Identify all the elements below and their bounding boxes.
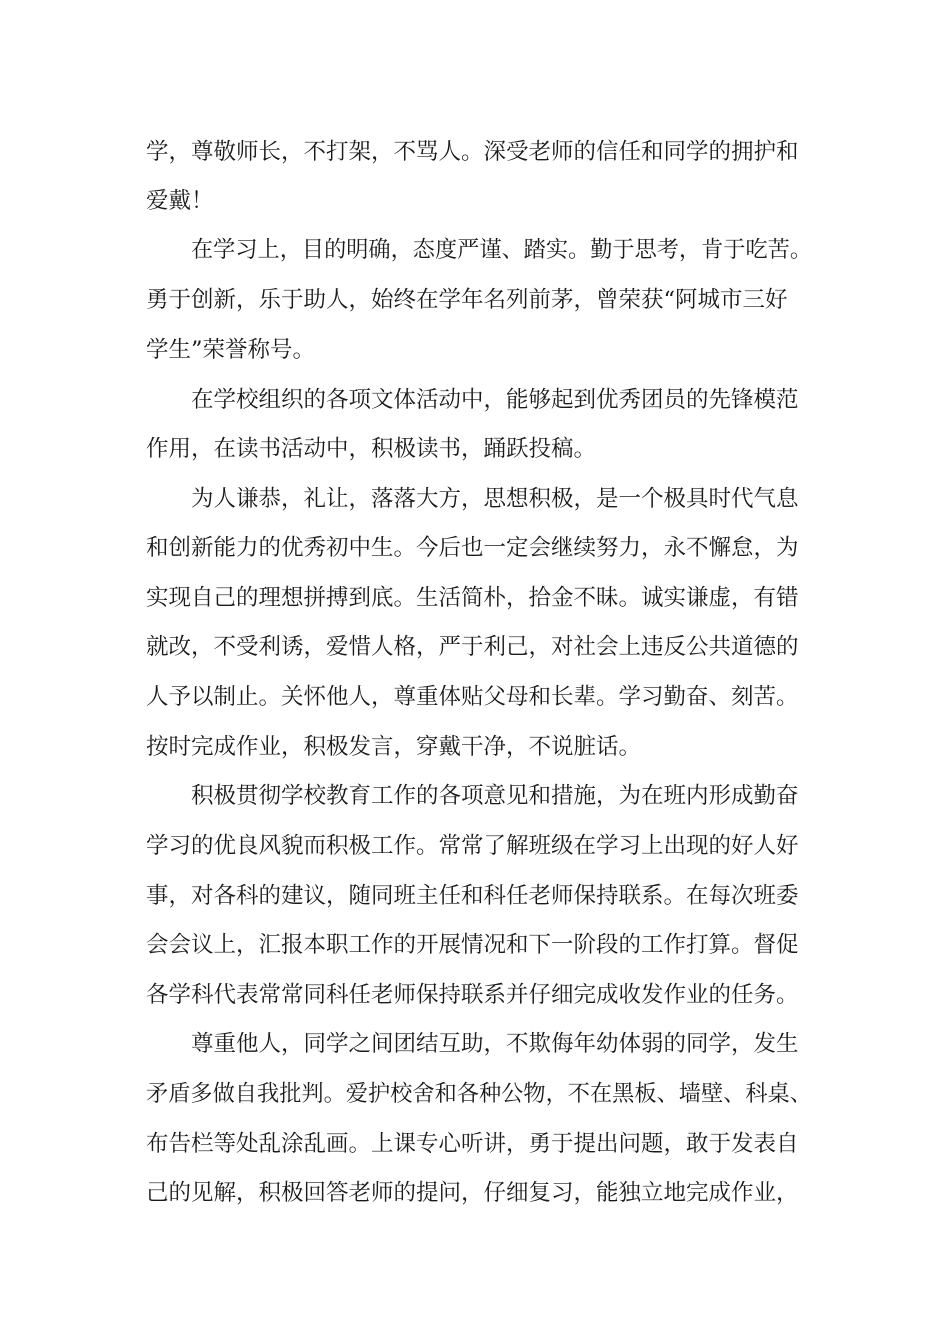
text-line bbox=[0, 925, 950, 965]
text-line-content: 和创新能力的优秀初中生。今后也一定会继续努力，永不懈怠，为 bbox=[146, 535, 799, 561]
text-line-content: 各学科代表常常同科任老师保持联系并仔细完成收发作业的任务。 bbox=[146, 982, 799, 1008]
text-line-content: 学习的优良风貌而积极工作。常常了解班级在学习上出现的好人好 bbox=[146, 833, 799, 859]
text-line bbox=[0, 677, 950, 717]
text-line-content: 矛盾多做自我批判。爱护校舍和各种公物，不在黑板、墙壁、科桌、 bbox=[146, 1081, 812, 1107]
text-line-content: 布告栏等处乱涂乱画。上课专心听讲，勇于提出问题，敢于发表自 bbox=[146, 1131, 799, 1157]
text-line bbox=[0, 826, 950, 866]
text-line bbox=[0, 1074, 950, 1114]
text-line-content: 学生”荣誉称号。 bbox=[146, 337, 316, 363]
text-line-content: 为人谦恭，礼让，落落大方，思想积极，是一个极具时代气息 bbox=[191, 486, 799, 512]
text-line bbox=[0, 528, 950, 568]
text-line-content: 会会议上，汇报本职工作的开展情况和下一阶段的工作打算。督促 bbox=[146, 932, 799, 958]
text-line-content: 在学习上，目的明确，态度严谨、踏实。勤于思考，肯于吃苦。 bbox=[191, 237, 813, 263]
text-line-content: 按时完成作业，积极发言，穿戴干净，不说脏话。 bbox=[146, 734, 642, 760]
text-line bbox=[0, 876, 950, 916]
text-line bbox=[0, 181, 950, 221]
text-line bbox=[0, 1173, 950, 1213]
text-line bbox=[0, 479, 950, 519]
text-line bbox=[0, 1024, 950, 1064]
text-line bbox=[0, 280, 950, 320]
text-line bbox=[0, 330, 950, 370]
text-line bbox=[0, 727, 950, 767]
text-line-content: 爱戴！ bbox=[146, 188, 214, 214]
text-line bbox=[0, 380, 950, 420]
text-line bbox=[0, 1124, 950, 1164]
text-line-content: 作用，在读书活动中，积极读书，踊跃投稿。 bbox=[146, 436, 597, 462]
text-line-content: 事，对各科的建议，随同班主任和科任老师保持联系。在每次班委 bbox=[146, 883, 799, 909]
text-line bbox=[0, 230, 950, 270]
text-line-content: 尊重他人，同学之间团结互助，不欺侮年幼体弱的同学，发生 bbox=[191, 1031, 799, 1057]
text-line bbox=[0, 578, 950, 618]
text-line-content: 己的见解，积极回答老师的提问，仔细复习，能独立地完成作业， bbox=[146, 1180, 799, 1206]
text-line bbox=[0, 975, 950, 1015]
text-line-content: 人予以制止。关怀他人，尊重体贴父母和长辈。学习勤奋、刻苦。 bbox=[146, 684, 799, 710]
text-line-content: 勇于创新，乐于助人，始终在学年名列前茅，曾荣获“阿城市三好 bbox=[146, 287, 788, 313]
text-line bbox=[0, 627, 950, 667]
text-line-content: 在学校组织的各项文体活动中，能够起到优秀团员的先锋模范 bbox=[191, 387, 799, 413]
text-line-content: 学，尊敬师长，不打架，不骂人。深受老师的信任和同学的拥护和 bbox=[146, 139, 799, 165]
text-line-content: 实现自己的理想拼搏到底。生活简朴，拾金不昧。诚实谦虚，有错 bbox=[146, 585, 799, 611]
text-line bbox=[0, 132, 950, 172]
text-line bbox=[0, 429, 950, 469]
text-line bbox=[0, 776, 950, 816]
text-line-content: 积极贯彻学校教育工作的各项意见和措施，为在班内形成勤奋 bbox=[191, 783, 799, 809]
text-line-content: 就改，不受利诱，爱惜人格，严于利己，对社会上违反公共道德的 bbox=[146, 634, 799, 660]
